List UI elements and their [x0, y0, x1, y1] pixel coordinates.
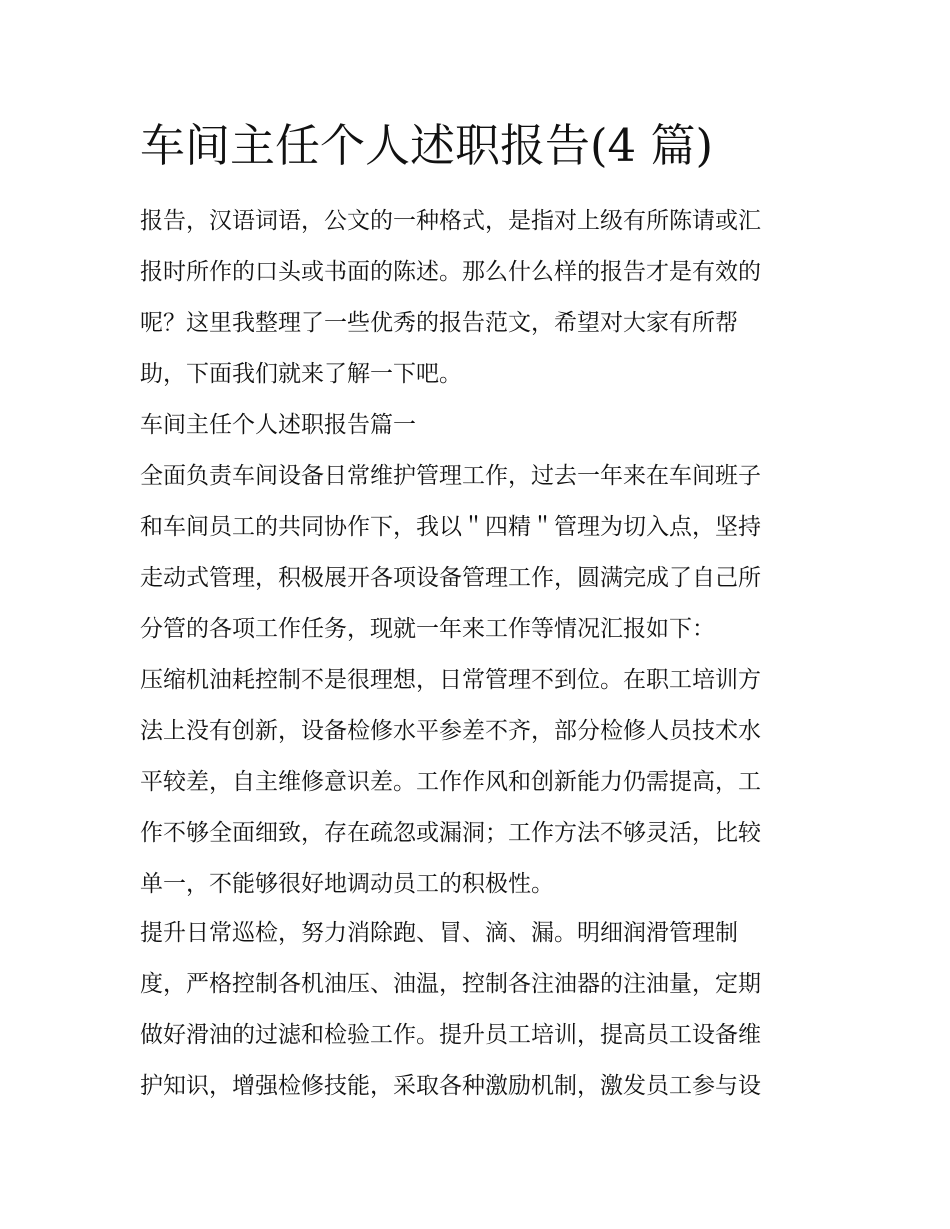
text-line-p1-3: 走动式管理，积极展开各项设备管理工作，圆满完成了自己所 [140, 565, 761, 591]
document-title: 车间主任个人述职报告(4 篇) [140, 119, 714, 172]
text-line-p3-3: 做好滑油的过滤和检验工作。提升员工培训，提高员工设备维 [140, 1022, 761, 1048]
text-line-p2-5: 单一，不能够很好地调动员工的积极性。 [140, 871, 554, 897]
text-line-p1-1: 全面负责车间设备日常维护管理工作，过去一年来在车间班子 [140, 463, 761, 489]
text-line-p3-1: 提升日常巡检，努力消除跑、冒、滴、漏。明细润滑管理制 [140, 920, 738, 946]
text-line-p1-2: 和车间员工的共同协作下，我以＂四精＂管理为切入点，坚持 [140, 514, 761, 540]
text-line-p2-4: 作不够全面细致，存在疏忽或漏洞；工作方法不够灵活，比较 [140, 820, 761, 846]
text-line-p3-4: 护知识，增强检修技能，采取各种激励机制，激发员工参与设 [140, 1073, 761, 1099]
text-line-p2-2: 法上没有创新，设备检修水平参差不齐，部分检修人员技术水 [140, 718, 761, 744]
text-line-intro-1: 报告，汉语词语，公文的一种格式，是指对上级有所陈请或汇 [140, 208, 761, 234]
text-line-p2-3: 平较差，自主维修意识差。工作作风和创新能力仍需提高，工 [140, 769, 761, 795]
text-line-intro-4: 助，下面我们就来了解一下吧。 [140, 361, 462, 387]
text-line-p2-1: 压缩机油耗控制不是很理想，日常管理不到位。在职工培训方 [140, 667, 761, 693]
section-heading: 车间主任个人述职报告篇一 [140, 412, 416, 438]
text-line-p3-2: 度，严格控制各机油压、油温，控制各注油器的注油量，定期 [140, 971, 761, 997]
text-line-p1-4: 分管的各项工作任务，现就一年来工作等情况汇报如下： [140, 616, 715, 642]
text-line-intro-3: 呢？这里我整理了一些优秀的报告范文，希望对大家有所帮 [140, 310, 738, 336]
text-line-intro-2: 报时所作的口头或书面的陈述。那么什么样的报告才是有效的 [140, 259, 761, 285]
